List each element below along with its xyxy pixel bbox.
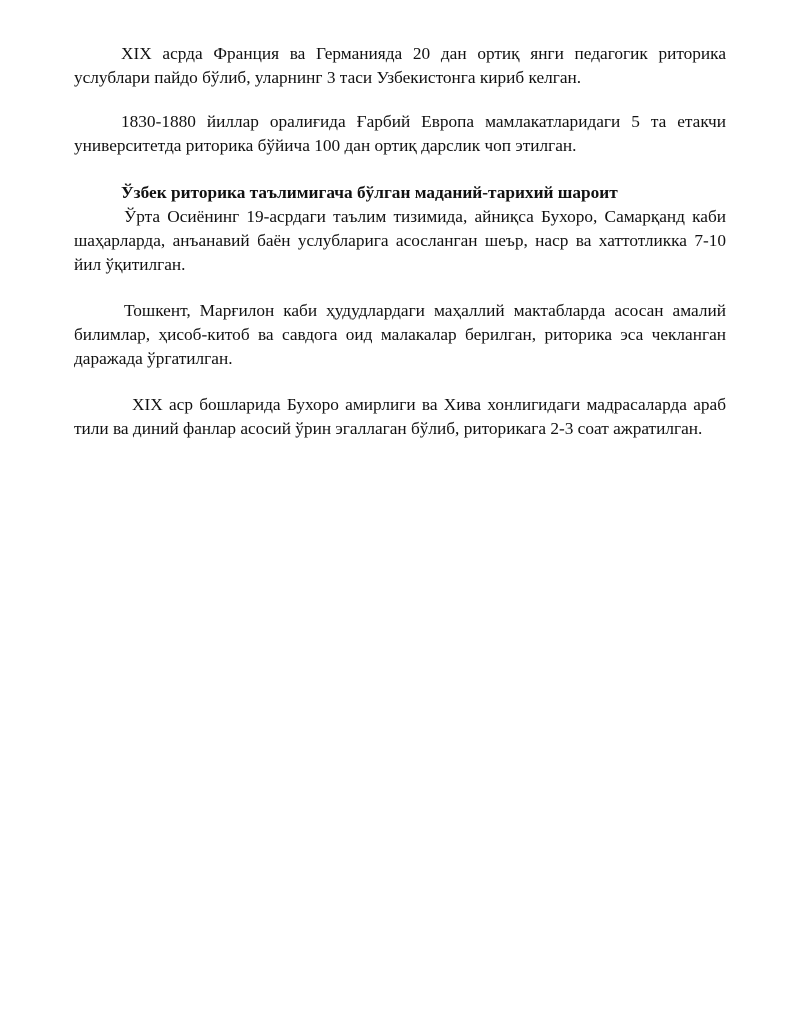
paragraph-central-asia-education: Ўрта Осиёнинг 19-асрдаги таълим тизимида, айниқса Бухоро, Самарқанд каби шаҳарларда, анъанавий баён услубларига асосланган шеър, наср ва хаттотликка 7-10 йил ўқитилган.: [74, 207, 726, 274]
document-page: [74, 42, 726, 441]
paragraph-rhetoric-methods: XIX асрда Франция ва Германияда 20 дан ортиқ янги педагогик риторика услублари пайдо бўлиб, уларнинг 3 таси Узбекистонга кириб келган.: [74, 44, 726, 87]
paragraph-textbooks: 1830-1880 йиллар оралиғида Ғарбий Европа мамлакатларидаги 5 та етакчи университетда риторика бўйича 100 дан ортиқ дарслик чоп этилган.: [74, 112, 726, 155]
section-heading: Ўзбек риторика таълимигача бўлган маданий-тарихий шароит: [121, 183, 618, 202]
paragraph-local-schools: Тошкент, Марғилон каби ҳудудлардаги маҳаллий мактабларда асосан амалий билимлар, ҳисоб-китоб ва савдога оид малакалар берилган, риторика эса чекланган даражада ўргатилган.: [74, 301, 726, 368]
paragraph-madrasas: XIX аср бошларида Бухоро амирлиги ва Хива хонлигидаги мадрасаларда араб тили ва диний фанлар асосий ўрин эгаллаган бўлиб, риторикага 2-3 соат ажратилган.: [74, 395, 726, 438]
